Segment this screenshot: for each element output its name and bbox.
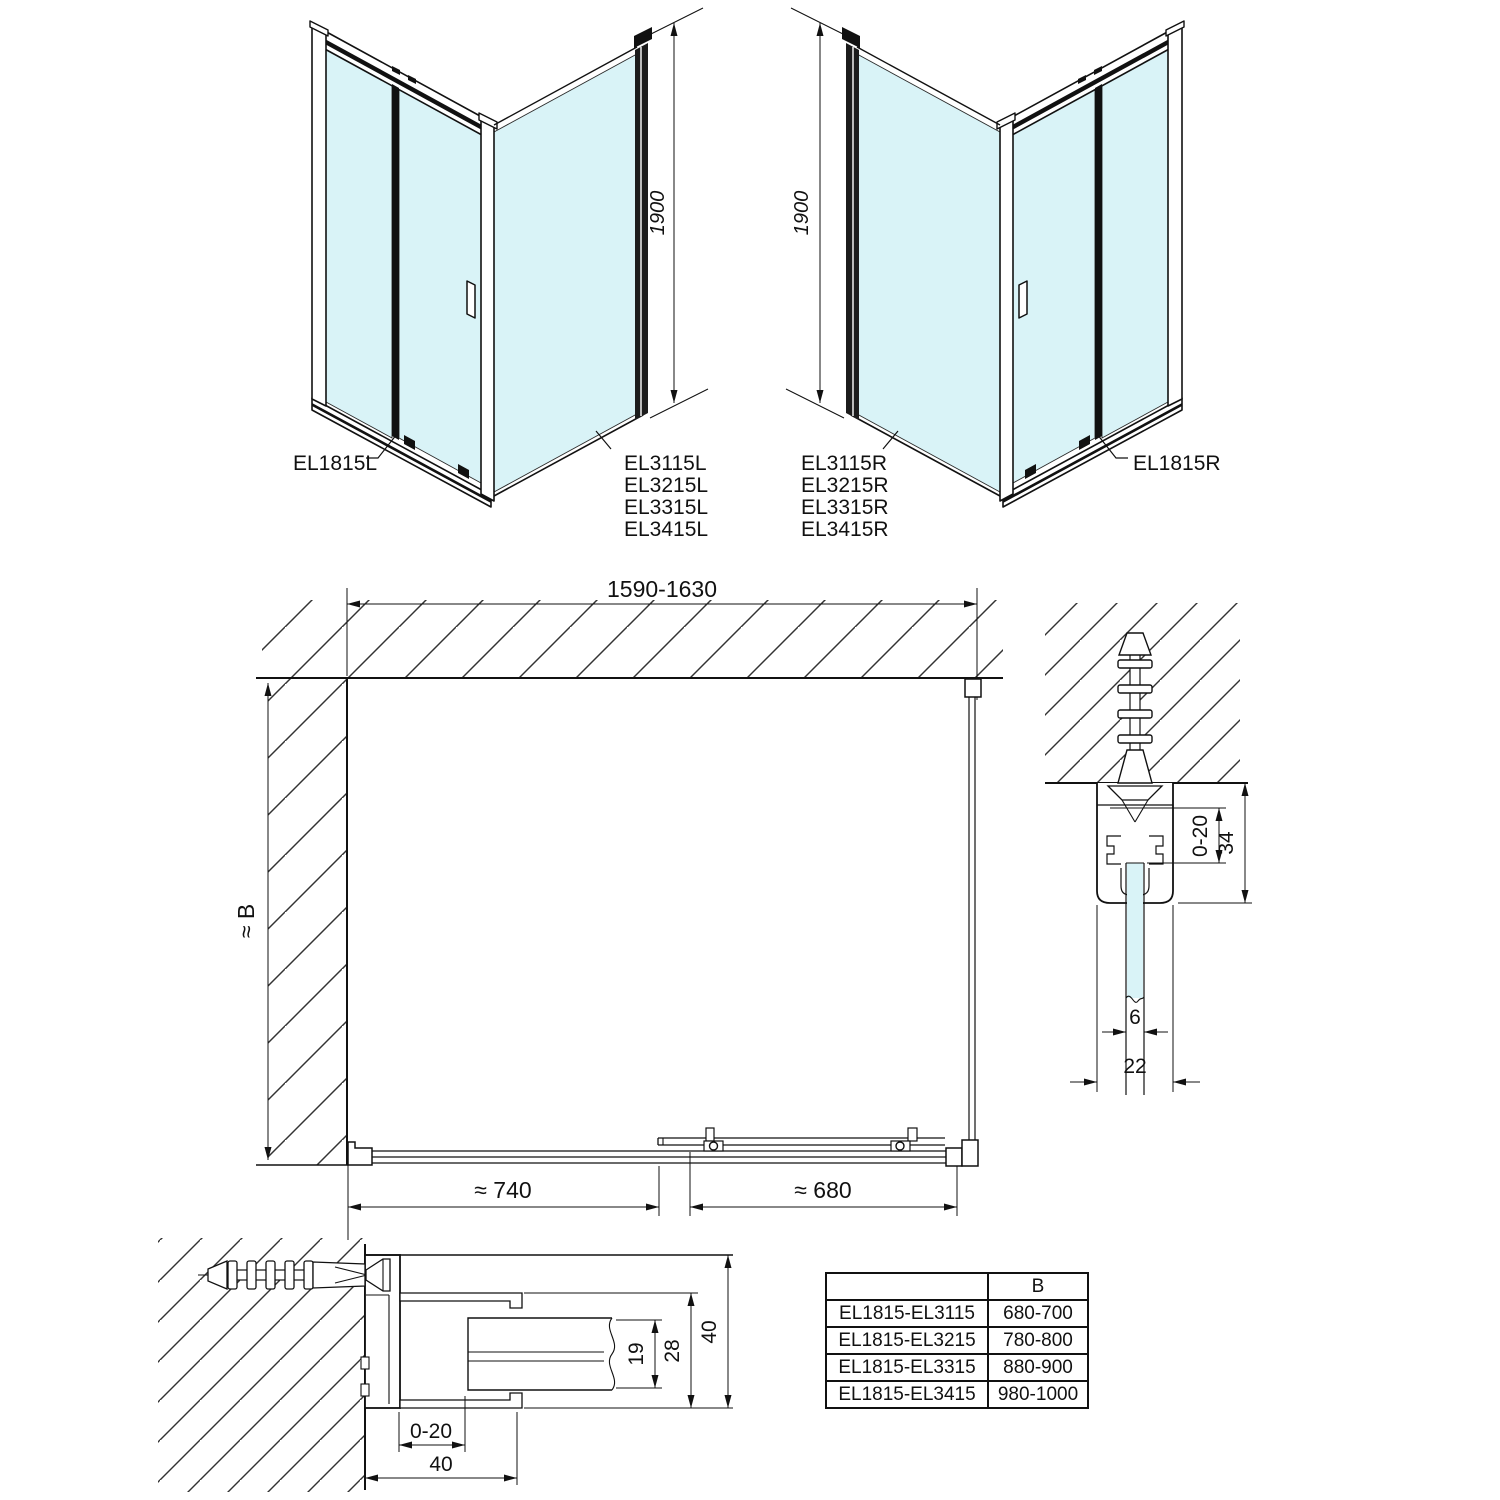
iso-right-height-dim: 1900 [791,190,813,236]
dowel-fin [304,1261,313,1289]
iso-enclosure-linework-mirrored [786,8,1184,507]
dowel-fin [1118,685,1152,693]
corner-post [481,119,494,501]
plan-fixed-section-dim: ≈ 740 [474,1177,532,1203]
iso-left-height-dim: 1900 [647,190,669,236]
door-handle [467,281,475,318]
detail-side-glass-pocket-dim: 19 [625,1342,648,1366]
dim-extension-line [650,389,708,418]
size-table [825,1272,1089,1409]
iso-left-panel-label: EL3115L [624,452,707,475]
side-panel-glass [494,54,637,492]
iso-left-panel-label: EL3315L [624,496,709,519]
iso-right-panel-label: EL3315R [801,496,889,519]
detail-side-channel-dim: 28 [661,1339,684,1363]
plan-width-dim: 1590-1630 [607,576,717,602]
iso-left-panel-label: EL3215L [624,474,709,497]
detail-side-depth-dim: 40 [429,1453,453,1476]
table-row [826,1354,1088,1381]
iso-left-door-label: EL1815L [293,452,378,475]
dowel-fin [1118,735,1152,743]
door-wall-stile [312,25,326,406]
dowel-fin [1118,660,1152,668]
table-row [826,1381,1088,1408]
dowel-fin [266,1261,275,1289]
plan-depth-dim: ≈ B [233,903,259,939]
roller-wheel [896,1142,904,1150]
roller-wheel [710,1142,718,1150]
size-table-header-row [826,1273,1088,1300]
corner-post-plan [962,1140,978,1166]
b-range: 980-1000 [988,1381,1088,1408]
wall-profile-cap [634,27,652,48]
wall-hatch-left [268,678,347,1165]
b-range: 880-900 [988,1354,1088,1381]
iso-right-door-label: EL1815R [1133,452,1221,475]
detail-top-width-dim: 22 [1123,1055,1147,1078]
wall-profile-section-detail [1045,603,1252,1095]
dowel-fin [1118,710,1152,718]
model-combo: EL1815-EL3415 [826,1381,988,1408]
size-table-header-model [826,1273,988,1300]
detail-side-adjust-dim: 0-20 [409,1420,453,1443]
iso-right-panel-label: EL3115R [801,452,888,475]
wall-profile-plan-detail [158,1238,733,1492]
detail-top-glass-dim: 6 [1129,1006,1141,1029]
dowel-fin [247,1261,256,1289]
detail-top-height-dim: 34 [1215,831,1238,855]
door-wall-bracket-plan [348,1142,372,1165]
profile-notch [361,1357,369,1369]
channel-arm-bottom [400,1393,522,1408]
roller-tab [706,1128,714,1141]
table-row [826,1327,1088,1354]
wall-hatch-top [262,600,1003,678]
iso-right-panel-label: EL3215R [801,474,889,497]
size-table-header-b: B [988,1273,1088,1300]
corner-block-plan [946,1148,962,1166]
profile-notch [361,1384,369,1396]
dowel-fin [228,1261,237,1289]
side-panel-wall-profile-plan [965,679,981,697]
plan-door-section-dim: ≈ 680 [794,1177,852,1203]
detail-side-height-dim: 40 [698,1320,721,1344]
iso-left-panel-label: EL3415L [624,518,709,541]
dowel-sleeve [313,1262,365,1288]
roller-tab [908,1128,917,1141]
plan-view [233,576,1003,1240]
detail-top-adjust-dim: 0-20 [1189,814,1212,858]
b-range: 680-700 [988,1300,1088,1327]
sliding-door-stile [392,84,399,440]
dowel-fin [285,1261,294,1289]
glass-pane [1127,863,1143,998]
b-range: 780-800 [988,1327,1088,1354]
iso-enclosure-linework [310,8,708,507]
model-combo: EL1815-EL3115 [826,1300,988,1327]
model-combo: EL1815-EL3215 [826,1327,988,1354]
channel-arm-top [400,1293,522,1308]
door-fixed-glass [326,49,392,438]
panel-profile [468,1318,612,1390]
model-combo: EL1815-EL3315 [826,1354,988,1381]
table-row [826,1300,1088,1327]
iso-right-panel-label: EL3415R [801,518,889,541]
